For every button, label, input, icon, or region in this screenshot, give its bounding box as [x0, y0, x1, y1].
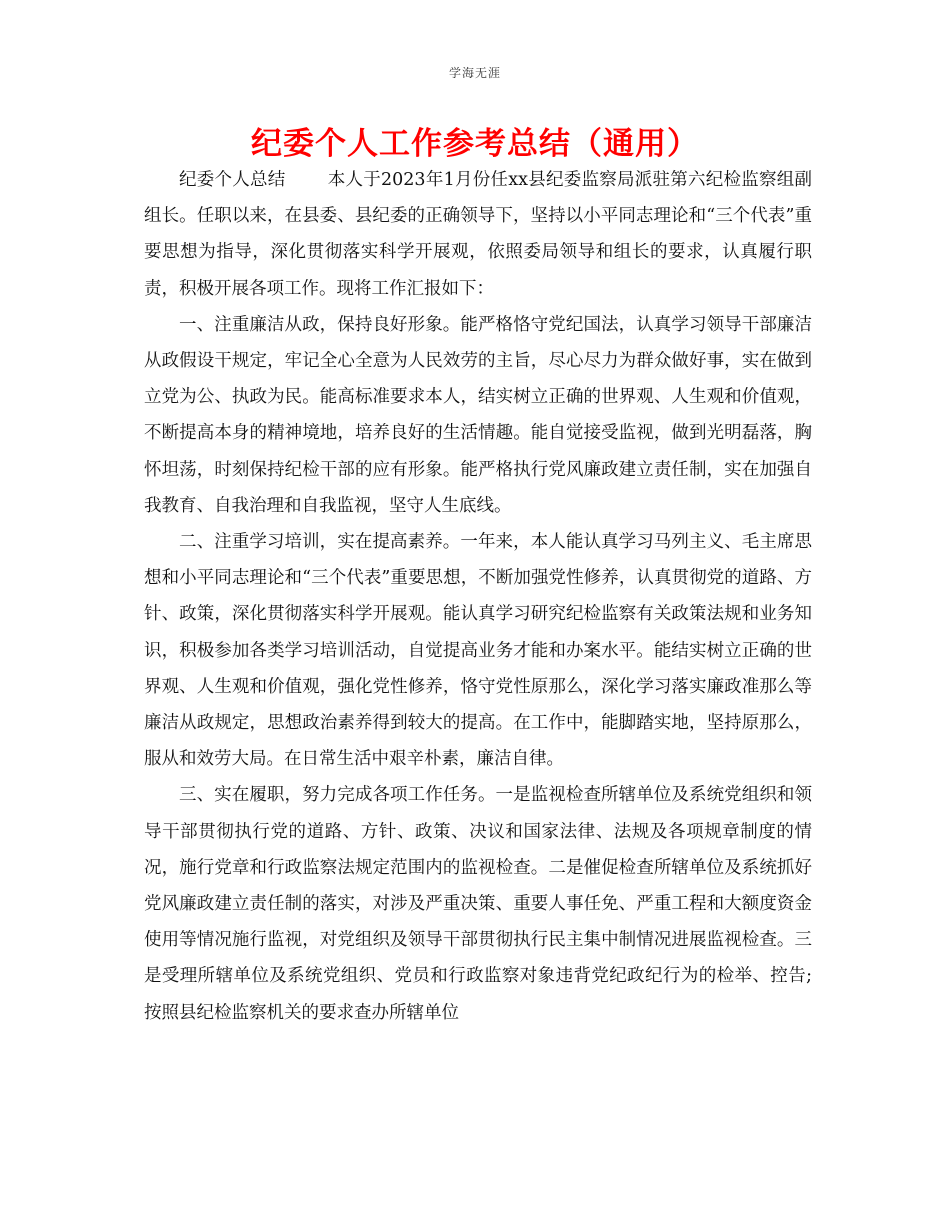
- document-body: [144, 162, 812, 1031]
- section-1-paragraph: 一、注重廉洁从政，保持良好形象。能严格恪守党纪国法，认真学习领导干部廉洁从政假设干规定，牢记全心全意为人民效劳的主旨，尽心尽力为群众做好事，实在做到立党为公、执政为民。能高标准要求本人，结实树立正确的世界观、人生观和价值观，不断提高本身的精神境地，培养良好的生活情趣。能自觉接受监视，做到光明磊落，胸怀坦荡，时刻保持纪检干部的应有形象。能严格执行党风廉政建立责任制，实在加强自我教育、自我治理和自我监视，坚守人生底线。: [144, 314, 812, 516]
- section-3-paragraph: 三、实在履职，努力完成各项工作任务。一是监视检查所辖单位及系统党组织和领导干部贯彻执行党的道路、方针、政策、决议和国家法律、法规及各项规章制度的情况，施行党章和行政监察法规定范围内的监视检查。二是催促检查所辖单位及系统抓好党风廉政建立责任制的落实，对涉及严重决策、重要人事任免、严重工程和大额度资金使用等情况施行监视，对党组织及领导干部贯彻执行民主集中制情况进展监视检查。三是受理所辖单位及系统党组织、党员和行政监察对象违背党纪政纪行为的检举、控告;按照县纪检监察机关的要求查办所辖单位: [144, 785, 812, 1023]
- intro-paragraph: [144, 162, 812, 307]
- section-2-paragraph: 二、注重学习培训，实在提高素养。一年来，本人能认真学习马列主义、毛主席思想和小平同志理论和“三个代表”重要思想，不断加强党性修养，认真贯彻党的道路、方针、政策，深化贯彻落实科学开展观。能认真学习研究纪检监察有关政策法规和业务知识，积极参加各类学习培训活动，自觉提高业务才能和办案水平。能结实树立正确的世界观、人生观和价值观，强化党性修养，恪守党性原那么，深化学习落实廉政准那么等廉洁从政规定，思想政治素养得到较大的提高。在工作中，能脚踏实地，坚持原那么，服从和效劳大局。在日常生活中艰辛朴素，廉洁自律。: [144, 532, 812, 770]
- page-header: 学海无涯: [448, 66, 501, 80]
- document-title: 纪委个人工作参考总结（通用）: [251, 126, 699, 162]
- intro-label: 纪委个人总结: [179, 170, 286, 190]
- intro-text: 本人于2023年1月份任xx县纪委监察局派驻第六纪检监察组副组长。任职以来，在县委、县纪委的正确领导下，坚持以小平同志理论和“三个代表”重要思想为指导，深化贯彻落实科学开展观，依照委局领导和组长的要求，认真履行职责，积极开展各项工作。现将工作汇报如下：: [144, 170, 812, 299]
